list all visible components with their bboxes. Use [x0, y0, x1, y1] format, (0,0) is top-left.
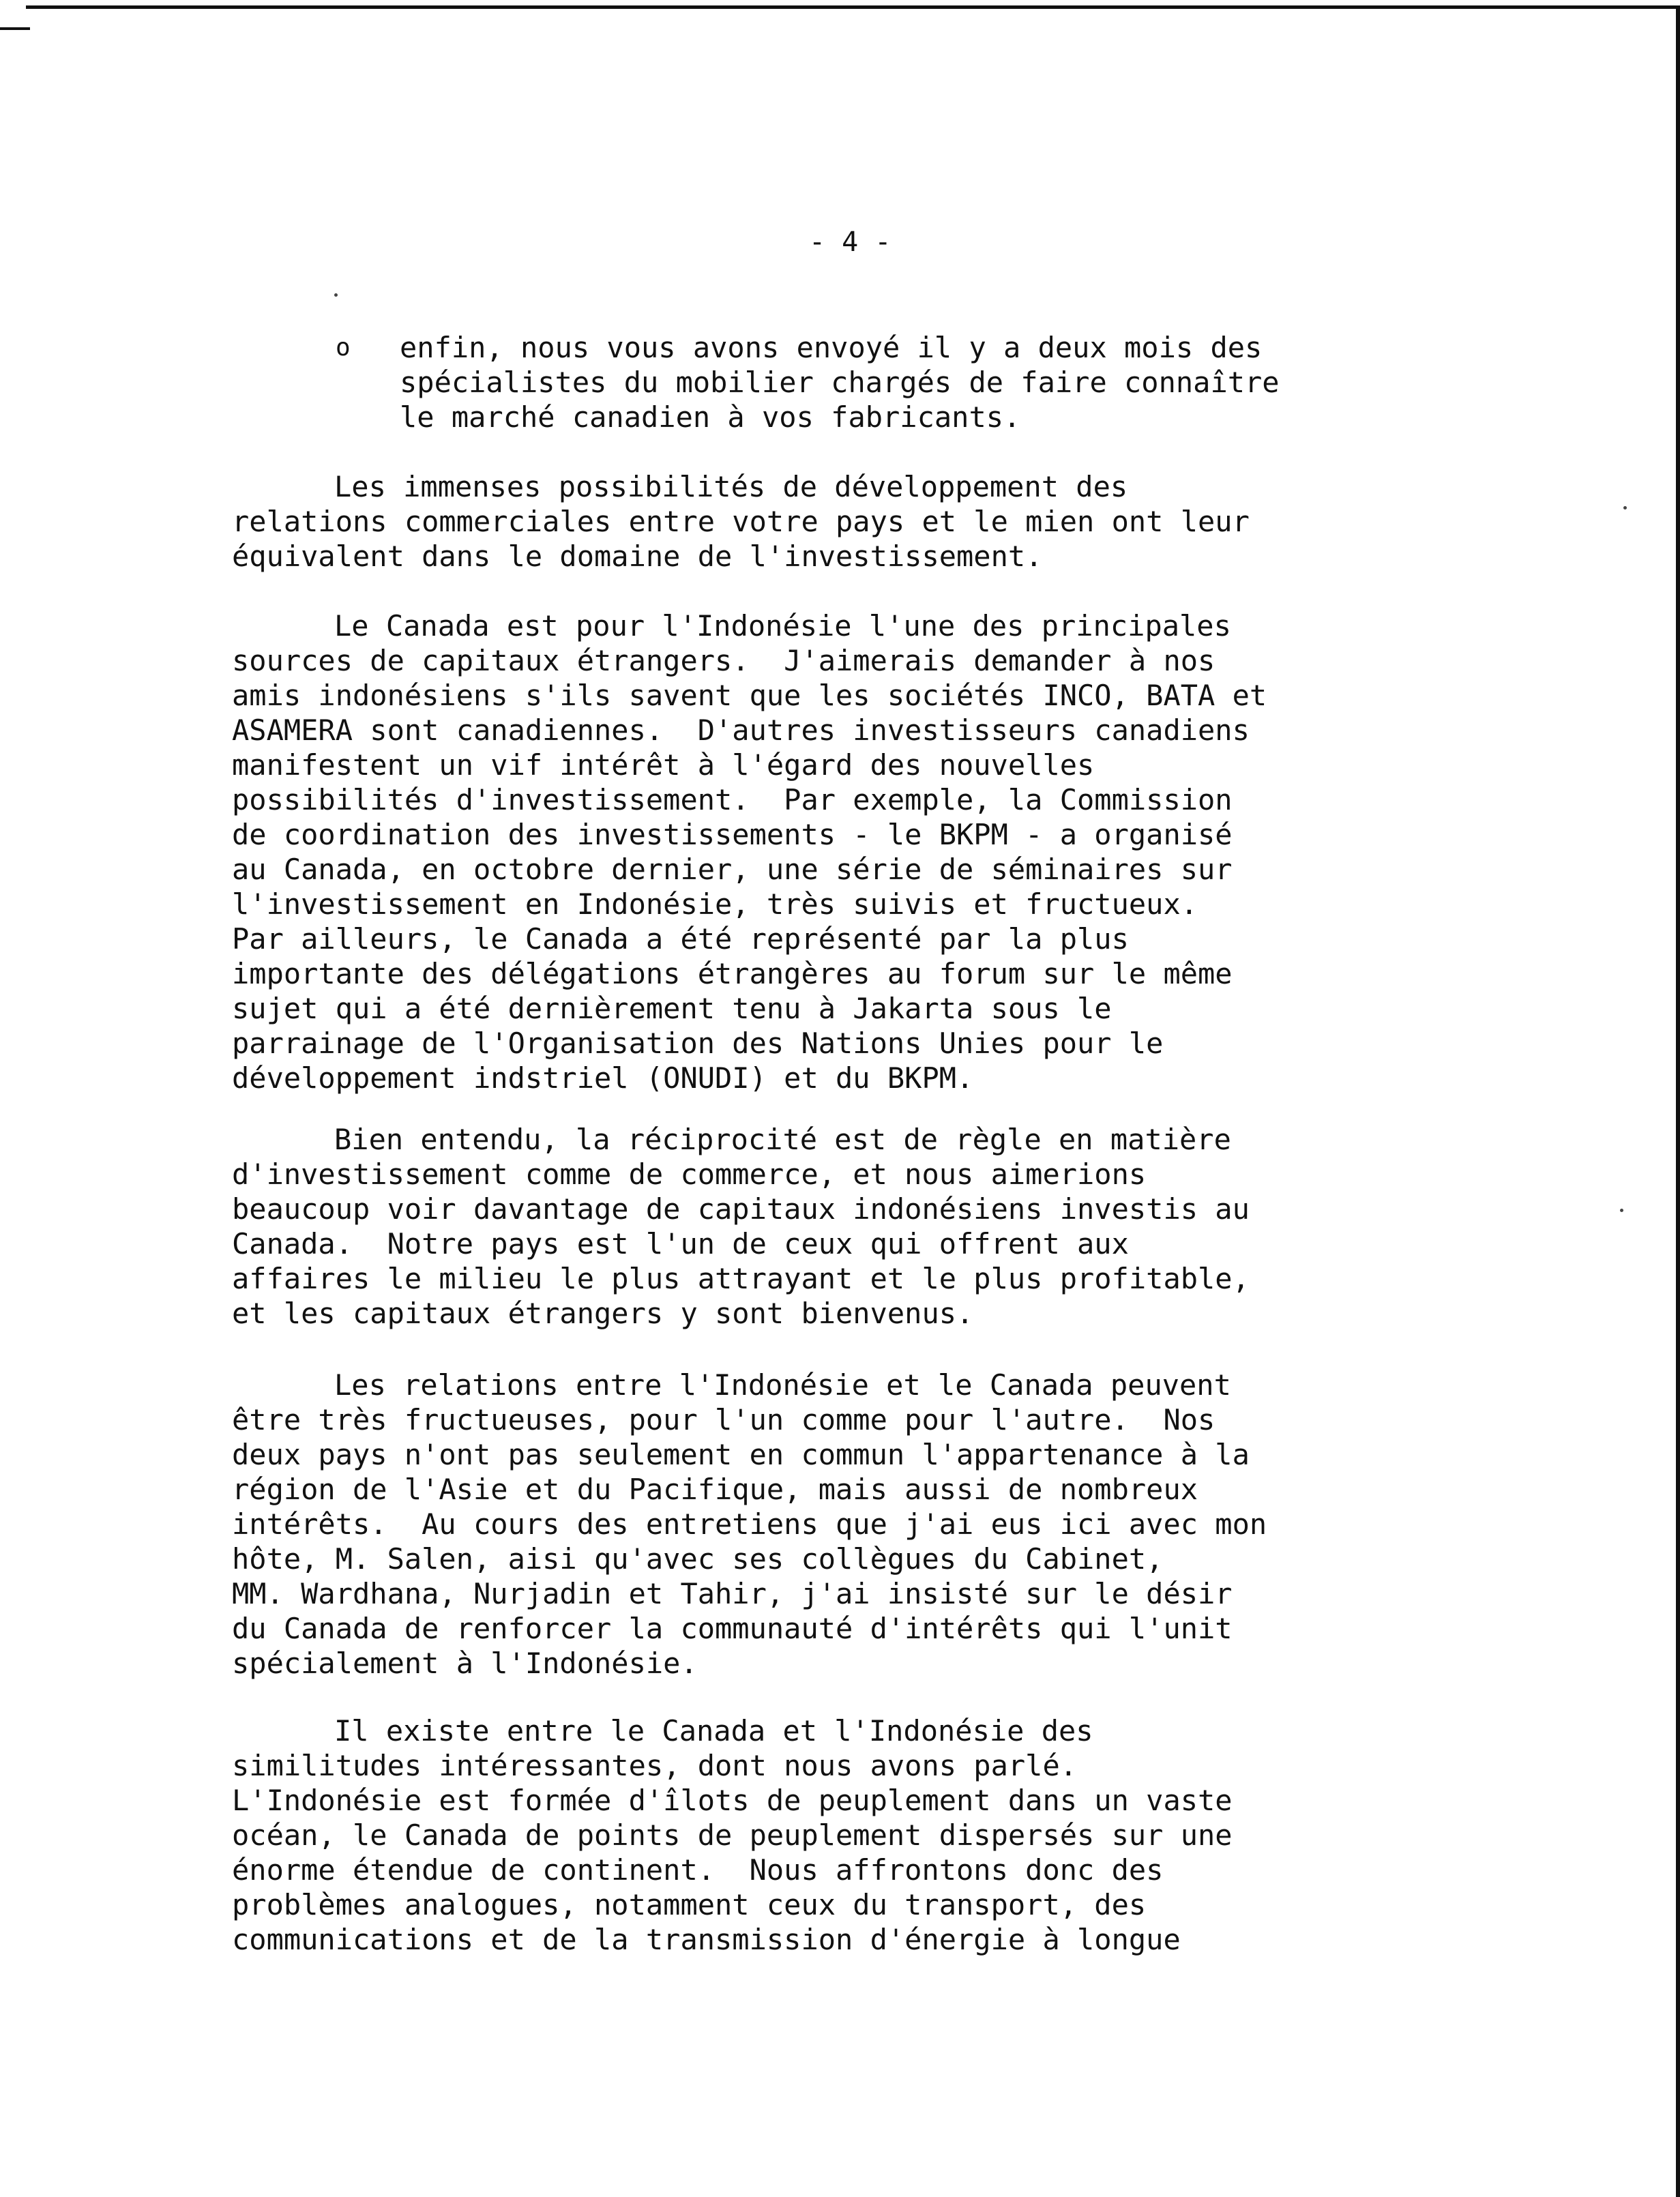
- text-line: Bien entendu, la réciprocité est de règle en matière: [334, 1123, 1231, 1156]
- paragraph-canadian-capital: [232, 608, 1473, 1095]
- text-line: L'Indonésie est formée d'îlots de peuplement dans un vaste: [232, 1784, 1233, 1817]
- text-line: intérêts. Au cours des entretiens que j'ai eus ici avec mon: [232, 1507, 1267, 1541]
- text-line: énorme étendue de continent. Nous affrontons donc des: [232, 1853, 1164, 1887]
- text-line: communications et de la transmission d'énergie à longue: [232, 1923, 1181, 1956]
- text-line: de coordination des investissements - le BKPM - a organisé: [232, 818, 1233, 851]
- text-line: ASAMERA sont canadiennes. D'autres investisseurs canadiens: [232, 713, 1250, 747]
- text-line: équivalent dans le domaine de l'investissement.: [232, 540, 1043, 573]
- text-line: relations commerciales entre votre pays et le mien ont leur: [232, 505, 1250, 538]
- scan-border-corner: [0, 27, 30, 30]
- text-line: problèmes analogues, notamment ceux du transport, des: [232, 1888, 1147, 1921]
- scan-border-top: [26, 5, 1680, 9]
- text-line: région de l'Asie et du Pacifique, mais aussi de nombreux: [232, 1473, 1198, 1506]
- text-line: au Canada, en octobre dernier, une série de séminaires sur: [232, 853, 1233, 886]
- paragraph-similarities: [232, 1713, 1473, 1957]
- text-line: beaucoup voir davantage de capitaux indonésiens investis au: [232, 1192, 1250, 1226]
- bullet-marker: o: [336, 334, 351, 362]
- text-line: hôte, M. Salen, aisi qu'avec ses collègues du Cabinet,: [232, 1542, 1164, 1576]
- text-line: affaires le milieu le plus attrayant et le plus profitable,: [232, 1262, 1250, 1295]
- text-line: deux pays n'ont pas seulement en commun l'appartenance à la: [232, 1438, 1250, 1471]
- paragraph-investment-possibilities: [232, 469, 1473, 574]
- text-line: spécialement à l'Indonésie.: [232, 1647, 698, 1680]
- scan-speck: [1623, 506, 1627, 510]
- text-line: Il existe entre le Canada et l'Indonésie des: [334, 1714, 1093, 1748]
- page-number: - 4 -: [809, 226, 891, 258]
- text-line: Les immenses possibilités de développement des: [334, 470, 1128, 503]
- text-line: enfin, nous vous avons envoyé il y a deux mois des: [400, 331, 1263, 364]
- text-line: parrainage de l'Organisation des Nations Unies pour le: [232, 1027, 1164, 1060]
- scan-speck: [334, 293, 338, 297]
- text-line: importante des délégations étrangères au forum sur le même: [232, 957, 1233, 990]
- text-line: l'investissement en Indonésie, très suivis et fructueux.: [232, 887, 1198, 921]
- text-line: Canada. Notre pays est l'un de ceux qui offrent aux: [232, 1227, 1129, 1260]
- text-line: du Canada de renforcer la communauté d'intérêts qui l'unit: [232, 1612, 1233, 1645]
- bullet-text: [400, 330, 1491, 434]
- text-line: sujet qui a été dernièrement tenu à Jakarta sous le: [232, 992, 1112, 1025]
- text-line: Par ailleurs, le Canada a été représenté par la plus: [232, 922, 1129, 956]
- text-line: MM. Wardhana, Nurjadin et Tahir, j'ai insisté sur le désir: [232, 1577, 1233, 1610]
- text-line: Le Canada est pour l'Indonésie l'une des principales: [334, 609, 1231, 643]
- text-line: et les capitaux étrangers y sont bienvenus.: [232, 1297, 974, 1330]
- text-line: spécialistes du mobilier chargés de faire connaître: [400, 366, 1280, 399]
- text-line: développement indstriel (ONUDI) et du BKPM.: [232, 1061, 974, 1095]
- scan-speck: [1620, 1209, 1623, 1212]
- text-line: océan, le Canada de points de peuplement dispersés sur une: [232, 1818, 1233, 1852]
- scan-border-right: [1676, 5, 1680, 2197]
- text-line: sources de capitaux étrangers. J'aimerais demander à nos: [232, 644, 1215, 677]
- text-line: être très fructueuses, pour l'un comme pour l'autre. Nos: [232, 1403, 1215, 1436]
- text-line: similitudes intéressantes, dont nous avons parlé.: [232, 1749, 1078, 1782]
- paragraph-reciprocity: [232, 1122, 1473, 1331]
- text-line: possibilités d'investissement. Par exemple, la Commission: [232, 783, 1233, 816]
- text-line: amis indonésiens s'ils savent que les sociétés INCO, BATA et: [232, 679, 1267, 712]
- text-line: d'investissement comme de commerce, et nous aimerions: [232, 1158, 1147, 1191]
- paragraph-relations: [232, 1368, 1473, 1681]
- text-line: Les relations entre l'Indonésie et le Canada peuvent: [334, 1368, 1231, 1402]
- text-line: le marché canadien à vos fabricants.: [400, 400, 1021, 434]
- text-line: manifestent un vif intérêt à l'égard des nouvelles: [232, 748, 1095, 782]
